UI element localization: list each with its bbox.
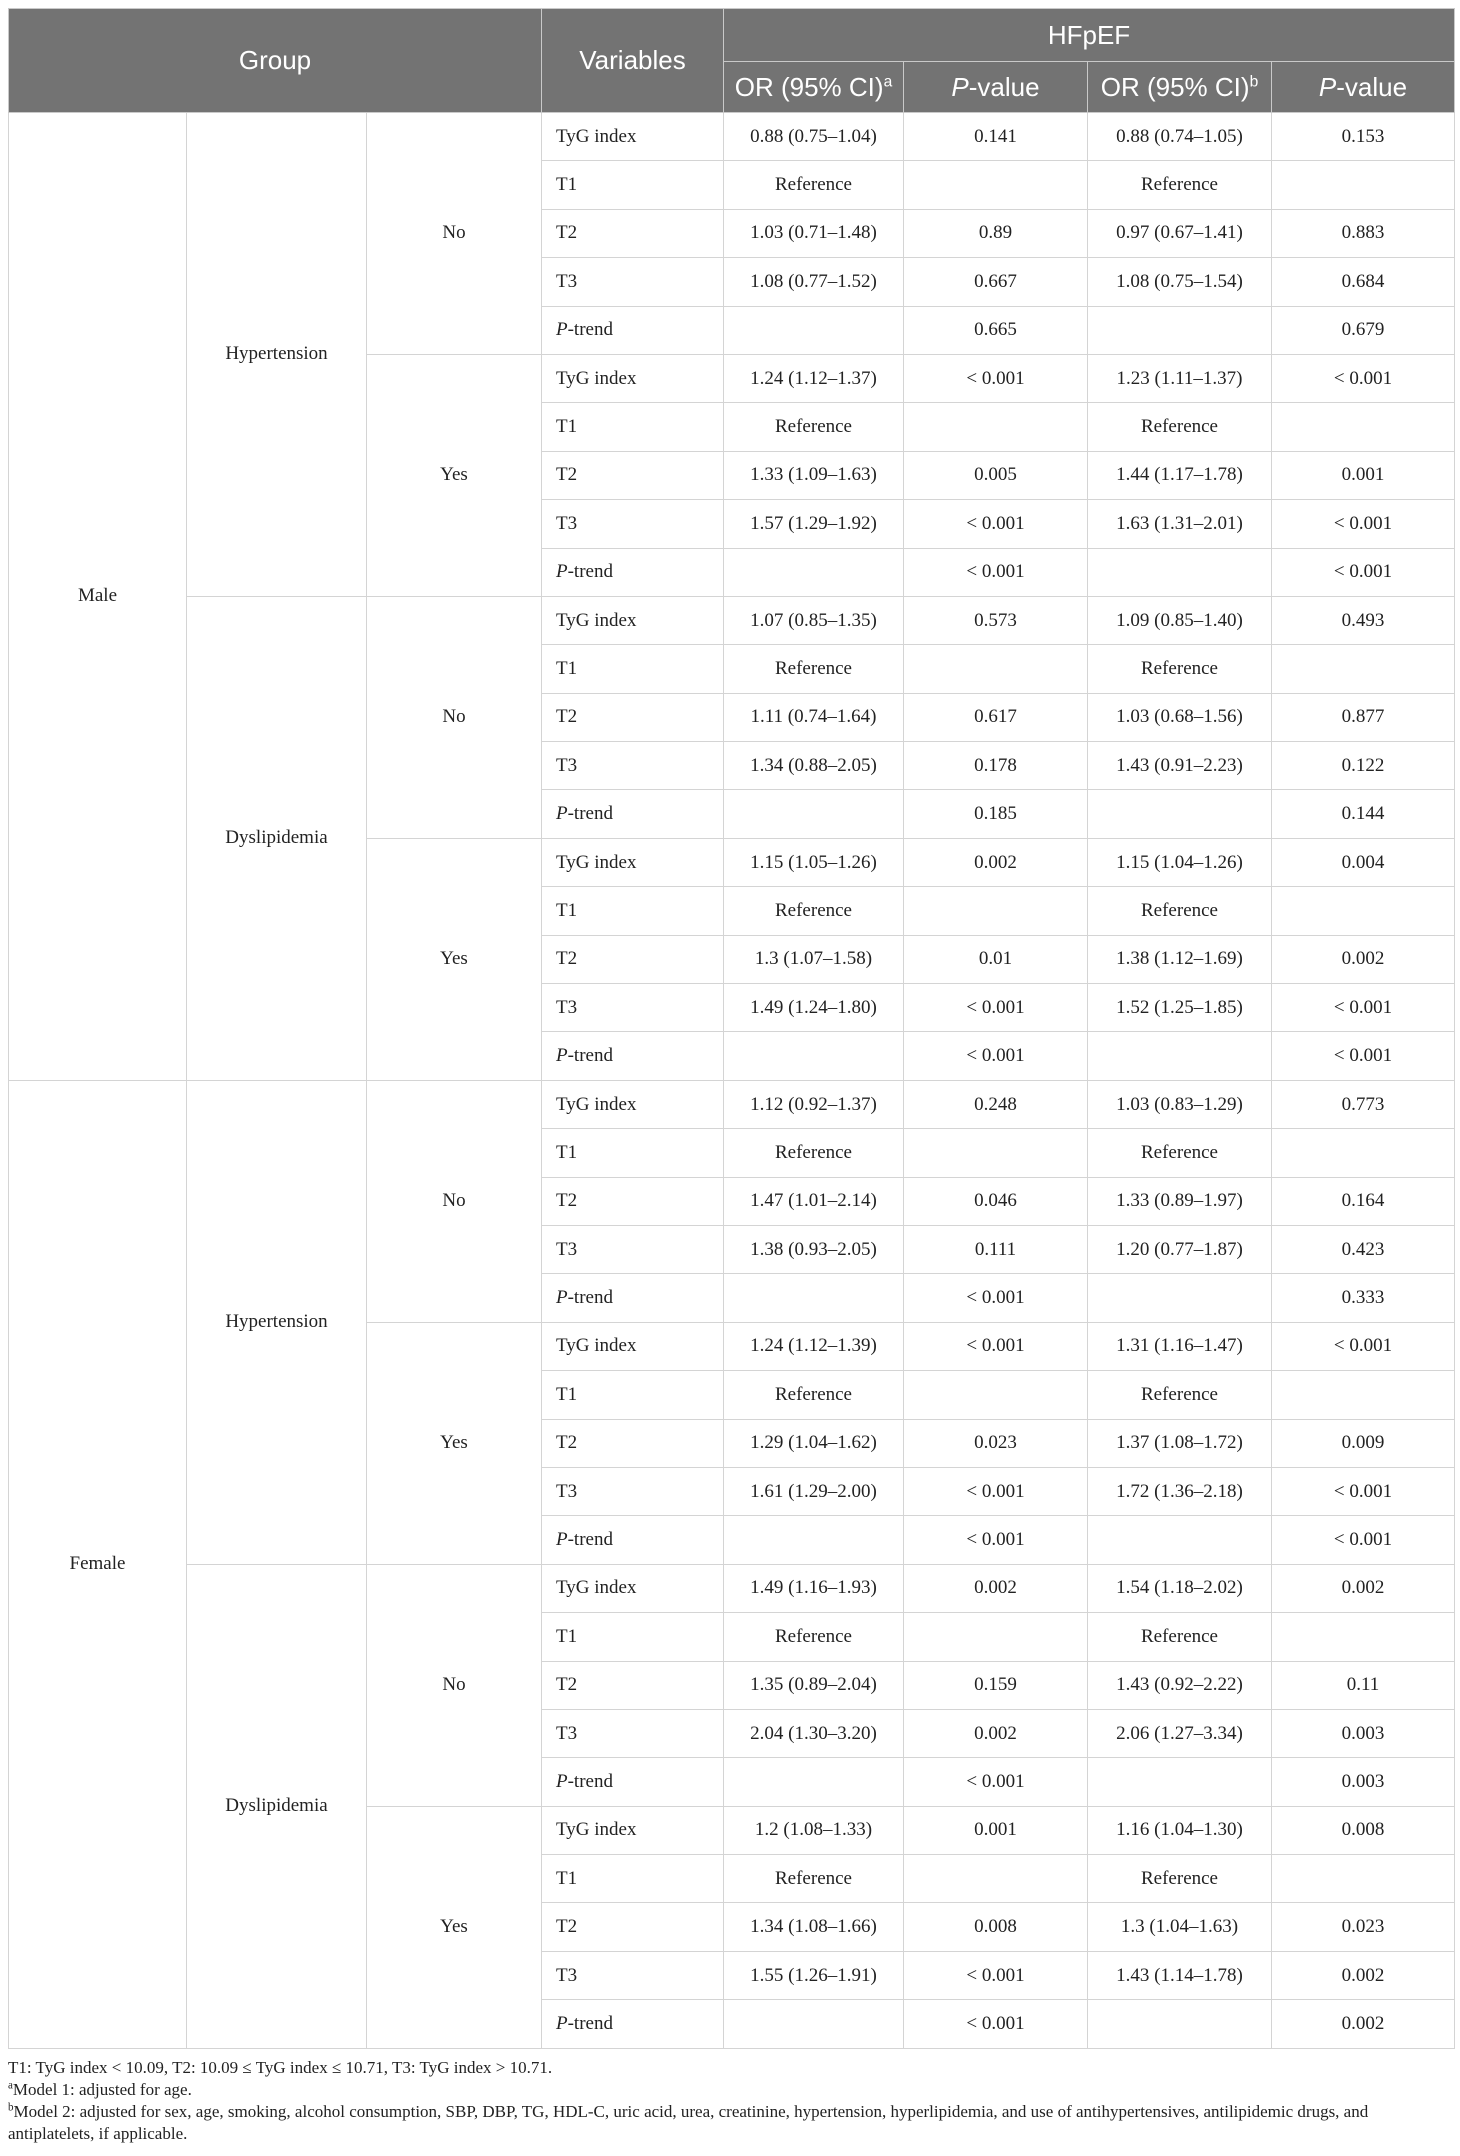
p-value-model1-cell: 0.617: [904, 693, 1088, 741]
or-model2-cell: 1.37 (1.08–1.72): [1088, 1419, 1272, 1467]
p-value-model2-cell: 0.679: [1272, 306, 1455, 354]
p-value-model1-cell: < 0.001: [904, 2000, 1088, 2048]
or-model1-cell: 2.04 (1.30–3.20): [724, 1709, 904, 1757]
variable-cell: T1: [542, 645, 724, 693]
or-model2-cell: 1.03 (0.83–1.29): [1088, 1080, 1272, 1128]
p-value-model1-cell: 0.159: [904, 1661, 1088, 1709]
or-model1-cell: Reference: [724, 645, 904, 693]
p-value-model1-cell: [904, 1613, 1088, 1661]
or-model2-cell: 0.88 (0.74–1.05): [1088, 113, 1272, 161]
condition-cell: Hypertension: [187, 1080, 367, 1564]
variable-cell: T1: [542, 1129, 724, 1177]
variable-cell: P-trend: [542, 1274, 724, 1322]
p-value-model2-cell: 0.002: [1272, 935, 1455, 983]
variable-cell: T3: [542, 1951, 724, 1999]
or-model2-cell: 1.63 (1.31–2.01): [1088, 500, 1272, 548]
variable-cell: P-trend: [542, 1758, 724, 1806]
or-model1-cell: 1.29 (1.04–1.62): [724, 1419, 904, 1467]
or-model2-cell: 1.15 (1.04–1.26): [1088, 838, 1272, 886]
or-model2-cell: [1088, 790, 1272, 838]
or-model1-cell: 1.49 (1.16–1.93): [724, 1564, 904, 1612]
p-value-model1-cell: [904, 1129, 1088, 1177]
variable-cell: T2: [542, 1177, 724, 1225]
or-model1-cell: Reference: [724, 403, 904, 451]
variable-cell: T1: [542, 1371, 724, 1419]
p-value-model2-cell: < 0.001: [1272, 1467, 1455, 1515]
variable-cell: T2: [542, 935, 724, 983]
or-model2-cell: [1088, 1758, 1272, 1806]
variable-cell: P-trend: [542, 306, 724, 354]
table-row: [9, 596, 1455, 644]
or-model2-cell: Reference: [1088, 403, 1272, 451]
p-value-model2-cell: < 0.001: [1272, 354, 1455, 402]
variable-cell: T1: [542, 887, 724, 935]
variable-cell: T3: [542, 1225, 724, 1273]
p-value-model1-cell: 0.667: [904, 258, 1088, 306]
footnote-model2: $^b$Model 2: adjusted for sex, age, smoking, alcohol consumption, SBP, DBP, TG, HDL-C, uric acid, urea, creatinine, hypertension, hyperlipidemia, and use of antihypertensives, antilipidemic drugs, and antiplatelets, if applicable.: [8, 2100, 1369, 2143]
p-value-model1-cell: < 0.001: [904, 548, 1088, 596]
p-value-model1-cell: [904, 887, 1088, 935]
or-model2-cell: 1.16 (1.04–1.30): [1088, 1806, 1272, 1854]
p-value-model1-cell: 0.002: [904, 1709, 1088, 1757]
results-table-body: [9, 113, 1455, 2049]
or-model2-cell: Reference: [1088, 1855, 1272, 1903]
footnote-tertiles: T1: TyG index < 10.09, T2: 10.09 ≤ TyG index ≤ 10.71, T3: TyG index > 10.71.: [8, 2057, 553, 2077]
p-value-model1-cell: < 0.001: [904, 500, 1088, 548]
or-model2-cell: Reference: [1088, 161, 1272, 209]
table-row: [9, 1564, 1455, 1612]
variables-header: Variables: [542, 9, 724, 113]
or-model1-cell: 1.55 (1.26–1.91): [724, 1951, 904, 1999]
p-value-model2-cell: < 0.001: [1272, 984, 1455, 1032]
table-row: [9, 113, 1455, 161]
outcome-header: HFpEF: [724, 9, 1455, 62]
p-value-model1-cell: [904, 1371, 1088, 1419]
variable-cell: T1: [542, 1855, 724, 1903]
variable-cell: P-trend: [542, 1516, 724, 1564]
p-value-model1-cell: < 0.001: [904, 1032, 1088, 1080]
variable-cell: T3: [542, 1467, 724, 1515]
variable-cell: T1: [542, 161, 724, 209]
p-value-model2-cell: < 0.001: [1272, 548, 1455, 596]
p-value-model2-cell: 0.883: [1272, 209, 1455, 257]
or-model1-cell: 1.61 (1.29–2.00): [724, 1467, 904, 1515]
p-value-model1-cell: 0.023: [904, 1419, 1088, 1467]
variable-cell: TyG index: [542, 1080, 724, 1128]
variable-cell: P-trend: [542, 790, 724, 838]
status-cell: No: [367, 596, 542, 838]
or-model2-cell: 1.33 (0.89–1.97): [1088, 1177, 1272, 1225]
variable-cell: T2: [542, 209, 724, 257]
p-value-model2-cell: [1272, 1613, 1455, 1661]
or-model1-cell: 1.47 (1.01–2.14): [724, 1177, 904, 1225]
p-value-model1-cell: [904, 403, 1088, 451]
or-model2-cell: 1.09 (0.85–1.40): [1088, 596, 1272, 644]
or-model1-cell: 1.49 (1.24–1.80): [724, 984, 904, 1032]
p-value-model2-cell: 0.153: [1272, 113, 1455, 161]
p-value-model2-cell: 0.877: [1272, 693, 1455, 741]
p-value-model2-cell: 0.122: [1272, 742, 1455, 790]
or-model2-cell: 1.43 (0.92–2.22): [1088, 1661, 1272, 1709]
or-model2-cell: Reference: [1088, 1129, 1272, 1177]
or-model2-cell: 1.52 (1.25–1.85): [1088, 984, 1272, 1032]
p-value-model1-cell: < 0.001: [904, 1274, 1088, 1322]
footnote-model1: $^a$Model 1: adjusted for age.: [8, 2078, 192, 2099]
or-model2-cell: [1088, 1516, 1272, 1564]
or-model2-cell: Reference: [1088, 1371, 1272, 1419]
p-value-model1-cell: [904, 645, 1088, 693]
or-model1-cell: 1.24 (1.12–1.37): [724, 354, 904, 402]
or-model1-cell: Reference: [724, 1855, 904, 1903]
variable-cell: T2: [542, 451, 724, 499]
variable-cell: P-trend: [542, 548, 724, 596]
p-value-model2-cell: 0.002: [1272, 1564, 1455, 1612]
sex-group-cell: Male: [9, 113, 187, 1081]
table-footnotes: [8, 2057, 1454, 2145]
or-model2-cell: [1088, 1032, 1272, 1080]
p-value-model1-cell: 0.89: [904, 209, 1088, 257]
results-table: [8, 8, 1455, 2049]
p-value-model1-cell: [904, 1855, 1088, 1903]
or-model2-cell: Reference: [1088, 1613, 1272, 1661]
p-value-model2-cell: 0.11: [1272, 1661, 1455, 1709]
or-model1-cell: 1.15 (1.05–1.26): [724, 838, 904, 886]
or-model1-cell: Reference: [724, 1613, 904, 1661]
p-value-model1-cell: 0.185: [904, 790, 1088, 838]
p-value-model2-cell: [1272, 887, 1455, 935]
p-value-model1-cell: 0.01: [904, 935, 1088, 983]
p-value-model2-cell: [1272, 1129, 1455, 1177]
variable-cell: TyG index: [542, 1806, 724, 1854]
condition-cell: Dyslipidemia: [187, 1564, 367, 2048]
p-value-model2-header: P-value: [1272, 62, 1455, 113]
or-model2-cell: 1.08 (0.75–1.54): [1088, 258, 1272, 306]
p-value-model2-cell: < 0.001: [1272, 1032, 1455, 1080]
p-value-model1-cell: 0.001: [904, 1806, 1088, 1854]
p-value-model2-cell: < 0.001: [1272, 1322, 1455, 1370]
or-model1-cell: 1.57 (1.29–1.92): [724, 500, 904, 548]
p-value-model2-cell: 0.164: [1272, 1177, 1455, 1225]
or-model1-cell: [724, 1758, 904, 1806]
or-model2-cell: 2.06 (1.27–3.34): [1088, 1709, 1272, 1757]
p-value-model1-cell: 0.002: [904, 838, 1088, 886]
or-model1-cell: [724, 790, 904, 838]
p-value-model2-cell: [1272, 1855, 1455, 1903]
status-cell: No: [367, 1564, 542, 1806]
sex-group-cell: Female: [9, 1080, 187, 2048]
or-model1-cell: 1.3 (1.07–1.58): [724, 935, 904, 983]
or-model1-cell: 1.33 (1.09–1.63): [724, 451, 904, 499]
variable-cell: T3: [542, 742, 724, 790]
or-model1-cell: Reference: [724, 161, 904, 209]
table-row: [9, 1080, 1455, 1128]
or-model2-cell: 1.03 (0.68–1.56): [1088, 693, 1272, 741]
status-cell: Yes: [367, 354, 542, 596]
p-value-model1-cell: < 0.001: [904, 1322, 1088, 1370]
p-value-model2-cell: [1272, 645, 1455, 693]
or-model1-cell: [724, 1516, 904, 1564]
variable-cell: TyG index: [542, 113, 724, 161]
p-value-model1-cell: < 0.001: [904, 1951, 1088, 1999]
p-value-model2-cell: 0.684: [1272, 258, 1455, 306]
p-value-model2-cell: 0.002: [1272, 1951, 1455, 1999]
or-model1-cell: 1.24 (1.12–1.39): [724, 1322, 904, 1370]
p-value-model2-cell: 0.009: [1272, 1419, 1455, 1467]
variable-cell: P-trend: [542, 1032, 724, 1080]
or-model2-cell: [1088, 548, 1272, 596]
or-model1-cell: 1.11 (0.74–1.64): [724, 693, 904, 741]
variable-cell: TyG index: [542, 1322, 724, 1370]
p-value-model2-cell: < 0.001: [1272, 1516, 1455, 1564]
p-value-model1-cell: 0.005: [904, 451, 1088, 499]
variable-cell: TyG index: [542, 838, 724, 886]
p-value-model1-cell: 0.046: [904, 1177, 1088, 1225]
p-value-model2-cell: [1272, 1371, 1455, 1419]
variable-cell: T2: [542, 1903, 724, 1951]
variable-cell: T3: [542, 1709, 724, 1757]
or-model2-cell: 1.43 (1.14–1.78): [1088, 1951, 1272, 1999]
p-value-model1-cell: < 0.001: [904, 1758, 1088, 1806]
p-value-model1-cell: < 0.001: [904, 984, 1088, 1032]
variable-cell: T1: [542, 1613, 724, 1661]
or-model2-cell: [1088, 2000, 1272, 2048]
p-value-model2-cell: 0.008: [1272, 1806, 1455, 1854]
status-cell: Yes: [367, 1322, 542, 1564]
variable-cell: T3: [542, 258, 724, 306]
p-value-model2-cell: 0.493: [1272, 596, 1455, 644]
condition-cell: Hypertension: [187, 113, 367, 597]
p-value-model2-cell: 0.144: [1272, 790, 1455, 838]
p-value-model1-cell: 0.573: [904, 596, 1088, 644]
variable-cell: TyG index: [542, 1564, 724, 1612]
p-value-model1-cell: 0.665: [904, 306, 1088, 354]
p-value-model1-cell: < 0.001: [904, 1467, 1088, 1515]
or-model1-cell: 1.08 (0.77–1.52): [724, 258, 904, 306]
p-value-model2-cell: 0.773: [1272, 1080, 1455, 1128]
or-model1-cell: 0.88 (0.75–1.04): [724, 113, 904, 161]
or-model1-cell: 1.35 (0.89–2.04): [724, 1661, 904, 1709]
or-model2-cell: Reference: [1088, 645, 1272, 693]
p-value-model1-cell: 0.178: [904, 742, 1088, 790]
p-value-model1-cell: < 0.001: [904, 354, 1088, 402]
variable-cell: TyG index: [542, 354, 724, 402]
p-value-model2-cell: 0.004: [1272, 838, 1455, 886]
p-value-model2-cell: < 0.001: [1272, 500, 1455, 548]
or-model2-cell: [1088, 306, 1272, 354]
status-cell: Yes: [367, 838, 542, 1080]
table-container: [8, 8, 1454, 2145]
or-model1-cell: 1.2 (1.08–1.33): [724, 1806, 904, 1854]
or-model2-cell: 1.38 (1.12–1.69): [1088, 935, 1272, 983]
variable-cell: T1: [542, 403, 724, 451]
or-model1-cell: [724, 306, 904, 354]
p-value-model2-cell: 0.003: [1272, 1758, 1455, 1806]
or-model1-cell: 1.34 (1.08–1.66): [724, 1903, 904, 1951]
or-model1-cell: 1.12 (0.92–1.37): [724, 1080, 904, 1128]
condition-cell: Dyslipidemia: [187, 596, 367, 1080]
or-model1-cell: 1.07 (0.85–1.35): [724, 596, 904, 644]
or-model1-cell: [724, 2000, 904, 2048]
or-model1-cell: 1.03 (0.71–1.48): [724, 209, 904, 257]
p-value-model1-cell: 0.141: [904, 113, 1088, 161]
or-model1-header: OR (95% CI)$^a$: [724, 62, 904, 113]
status-cell: Yes: [367, 1806, 542, 2048]
or-model2-cell: 1.3 (1.04–1.63): [1088, 1903, 1272, 1951]
variable-cell: T2: [542, 1661, 724, 1709]
p-value-model2-cell: 0.423: [1272, 1225, 1455, 1273]
p-value-model1-cell: 0.008: [904, 1903, 1088, 1951]
or-model2-cell: 0.97 (0.67–1.41): [1088, 209, 1272, 257]
or-model2-cell: 1.54 (1.18–2.02): [1088, 1564, 1272, 1612]
or-model2-cell: 1.31 (1.16–1.47): [1088, 1322, 1272, 1370]
or-model1-cell: Reference: [724, 1129, 904, 1177]
p-value-model2-cell: 0.023: [1272, 1903, 1455, 1951]
or-model2-cell: 1.44 (1.17–1.78): [1088, 451, 1272, 499]
or-model2-cell: 1.72 (1.36–2.18): [1088, 1467, 1272, 1515]
variable-cell: T2: [542, 1419, 724, 1467]
p-value-model2-cell: [1272, 161, 1455, 209]
or-model1-cell: 1.34 (0.88–2.05): [724, 742, 904, 790]
variable-cell: T3: [542, 500, 724, 548]
or-model2-cell: [1088, 1274, 1272, 1322]
p-value-model2-cell: 0.001: [1272, 451, 1455, 499]
p-value-model1-cell: 0.002: [904, 1564, 1088, 1612]
p-value-model2-cell: 0.333: [1272, 1274, 1455, 1322]
or-model1-cell: [724, 1032, 904, 1080]
p-value-model1-cell: [904, 161, 1088, 209]
or-model2-cell: 1.20 (0.77–1.87): [1088, 1225, 1272, 1273]
or-model1-cell: [724, 548, 904, 596]
status-cell: No: [367, 113, 542, 355]
status-cell: No: [367, 1080, 542, 1322]
or-model1-cell: Reference: [724, 1371, 904, 1419]
or-model2-cell: 1.43 (0.91–2.23): [1088, 742, 1272, 790]
or-model1-cell: 1.38 (0.93–2.05): [724, 1225, 904, 1273]
variable-cell: T2: [542, 693, 724, 741]
or-model1-cell: Reference: [724, 887, 904, 935]
p-value-model2-cell: 0.003: [1272, 1709, 1455, 1757]
group-header: Group: [9, 9, 542, 113]
or-model2-header: OR (95% CI)$^b$: [1088, 62, 1272, 113]
p-value-model2-cell: 0.002: [1272, 2000, 1455, 2048]
p-value-model1-cell: 0.248: [904, 1080, 1088, 1128]
or-model2-cell: Reference: [1088, 887, 1272, 935]
or-model2-cell: 1.23 (1.11–1.37): [1088, 354, 1272, 402]
p-value-model1-cell: 0.111: [904, 1225, 1088, 1273]
p-value-model1-cell: < 0.001: [904, 1516, 1088, 1564]
or-model1-cell: [724, 1274, 904, 1322]
variable-cell: P-trend: [542, 2000, 724, 2048]
p-value-model2-cell: [1272, 403, 1455, 451]
variable-cell: T3: [542, 984, 724, 1032]
variable-cell: TyG index: [542, 596, 724, 644]
p-value-model1-header: P-value: [904, 62, 1088, 113]
